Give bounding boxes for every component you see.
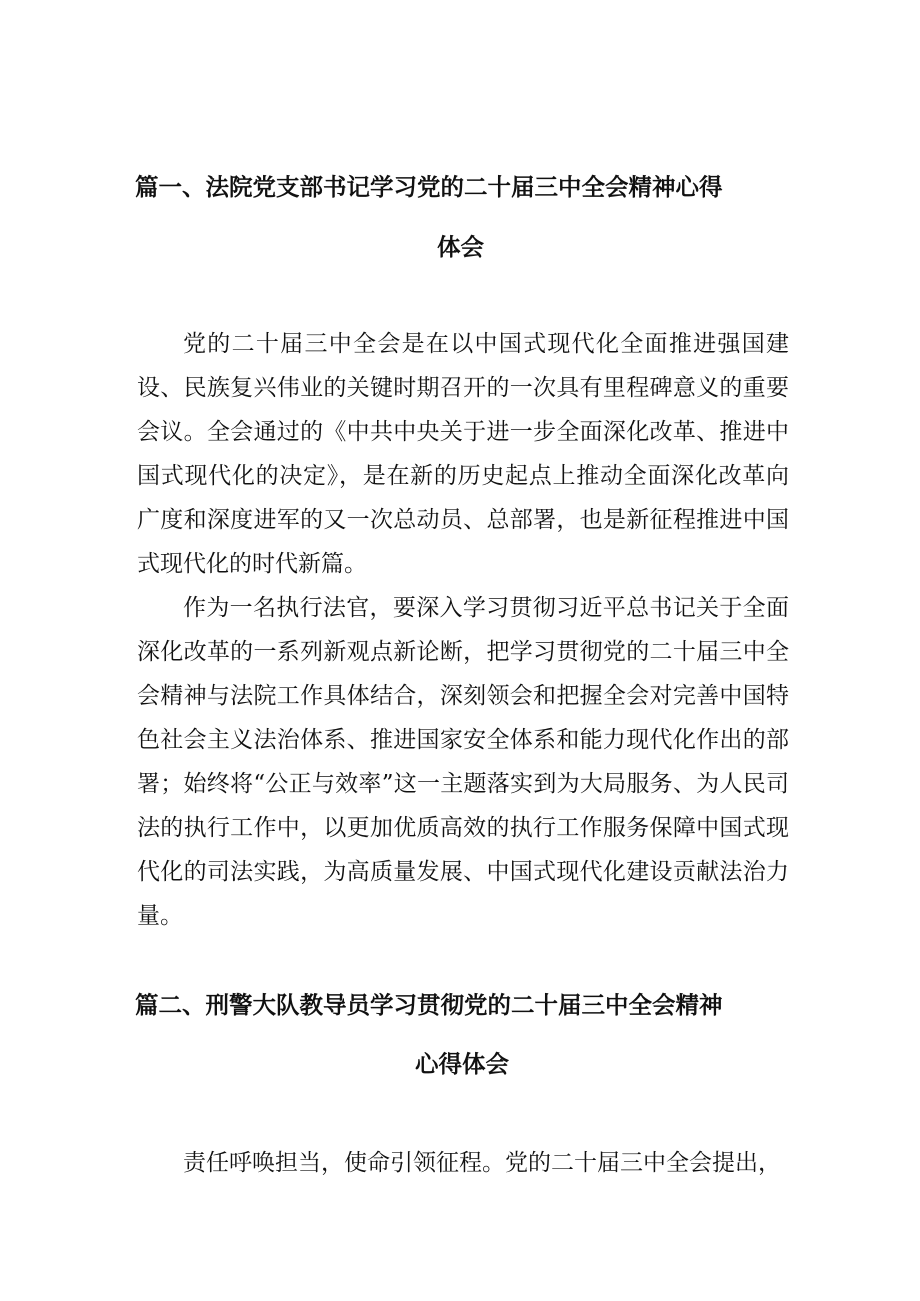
section-1-heading-continued: 体会	[437, 233, 484, 261]
section-1-heading: 篇一、法院党支部书记学习党的二十届三中全会精神心得	[135, 173, 723, 201]
section-2-heading-continued: 心得体会	[415, 1050, 509, 1078]
section-2-heading: 篇二、刑警大队教导员学习贯彻党的二十届三中全会精神	[135, 991, 723, 1019]
section-2-paragraph-1: 责任呼唤担当，使命引领征程。党的二十届三中全会提出，	[183, 1150, 781, 1176]
section-1-paragraph-2: 作为一名执行法官，要深入学习贯彻习近平总书记关于全面深化改革的一系列新观点新论断，把学习贯彻党的二十届三中全会精神与法院工作具体结合，深刻领会和把握全会对完善中国特色社会主义法治体系、推进国家安全体系和能力现代化作出的部署；始终将“公正与效率”这一主题落实到为大局服务、为人民司法的执行工作中，以更加优质高效的执行工作服务保障中国式现代化的司法实践，为高质量发展、中国式现代化建设贡献法治力量。	[137, 595, 789, 929]
section-1-paragraph-1: 党的二十届三中全会是在以中国式现代化全面推进强国建设、民族复兴伟业的关键时期召开的一次具有里程碑意义的重要会议。全会通过的《中共中央关于进一步全面深化改革、推进中国式现代化的决定》，是在新的历史起点上推动全面深化改革向广度和深度进军的又一次总动员、总部署，也是新征程推进中国式现代化的时代新篇。	[137, 331, 789, 577]
